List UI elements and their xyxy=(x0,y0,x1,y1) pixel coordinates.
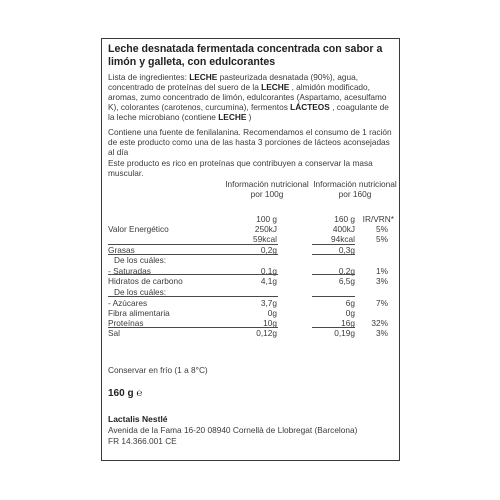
nutrient-ir-percent: 5% xyxy=(376,234,388,244)
nutrient-value-100g: 0,1g xyxy=(260,266,277,276)
table-divider xyxy=(108,274,278,275)
nutrient-value-160g: 6g xyxy=(345,298,355,308)
nutrient-label: Hidratos de carbono xyxy=(108,276,183,286)
nutrient-value-160g: 400kJ xyxy=(332,224,355,234)
nutrient-label: Valor Energético xyxy=(108,224,169,234)
allergen-text: LECHE xyxy=(261,82,290,92)
nutrient-ir-percent: 32% xyxy=(371,318,388,328)
nutrient-label: - Azúcares xyxy=(108,298,148,308)
nutrient-value-100g: 250kJ xyxy=(254,224,277,234)
nutrient-ir-percent: 5% xyxy=(376,224,388,234)
nutrient-ir-percent: 7% xyxy=(376,298,388,308)
nutrient-label: Grasas xyxy=(108,245,135,255)
nutrient-value-160g: 0,19g xyxy=(334,328,355,338)
nutrient-value-100g: 59kcal xyxy=(253,234,277,244)
allergen-text: LÁCTEOS xyxy=(290,102,330,112)
nutrient-value-160g: 0g xyxy=(345,308,355,318)
product-title: Leche desnatada fermentada concentrada con sabor a limón y galleta, con edulcorantes xyxy=(108,43,383,68)
nutrient-label: De los cuáles: xyxy=(114,287,167,297)
table-divider xyxy=(312,244,355,245)
table-divider xyxy=(312,254,355,255)
ingredients-text: Lista de ingredientes: xyxy=(108,72,190,82)
nutrient-ir-percent: 3% xyxy=(376,276,388,286)
nutrient-value-100g: 3,7g xyxy=(260,298,277,308)
table-divider xyxy=(108,254,278,255)
allergen-text: LECHE xyxy=(189,72,218,82)
table-divider xyxy=(108,296,278,297)
table-divider xyxy=(312,274,355,275)
nutrient-value-160g: 0,2g xyxy=(338,266,355,276)
nutrient-value-100g: 10g xyxy=(263,318,277,328)
net-weight xyxy=(108,388,142,399)
ingredients-list xyxy=(108,72,396,122)
net-weight-value: 160 g xyxy=(108,388,134,399)
nutrient-value-100g: 0,2g xyxy=(260,245,277,255)
nutrient-value-100g: 4,1g xyxy=(260,276,277,286)
column-label-ir: IR/VRN* xyxy=(362,214,394,224)
nutrient-label: Fibra alimentaria xyxy=(108,308,170,318)
nutrient-value-100g: 0,12g xyxy=(256,328,277,338)
nutrient-label: Sal xyxy=(108,328,120,338)
allergen-text: LECHE xyxy=(218,112,247,122)
ingredients-text: , coagulante de la leche microbiano (contiene xyxy=(108,102,389,122)
nutrient-value-160g: 6,5g xyxy=(338,276,355,286)
nutrition-header-160g: Información nutricional por 160g xyxy=(313,179,397,199)
ingredients-text: ) xyxy=(246,112,252,122)
nutrient-label: De los cuáles: xyxy=(114,255,167,265)
column-label-100g: 100 g xyxy=(256,214,277,224)
nutrient-value-160g: 16g xyxy=(341,318,355,328)
company-name: Lactalis Nestlé xyxy=(108,414,168,424)
table-divider xyxy=(312,296,355,297)
nutrition-header-100g: Información nutricional por 100g xyxy=(225,179,309,199)
ingredients-text: pasteurizada desnatada (90%), agua, concentrado de proteínas del suero de la xyxy=(108,72,358,92)
storage-instructions: Conservar en frío (1 a 8°C) xyxy=(108,365,208,375)
nutrient-label: Proteínas xyxy=(108,318,144,328)
nutrient-value-100g: 0g xyxy=(267,308,277,318)
nutrient-ir-percent: 3% xyxy=(376,328,388,338)
phenylalanine-note: Contiene una fuente de fenilalanina. Recomendamos el consumo de 1 ración de este producto como una de las hasta 3 porciones de lácteos aconsejadas al día xyxy=(108,127,392,157)
company-address: Avenida de la Fama 16-20 08940 Cornellà de Llobregat (Barcelona) xyxy=(108,425,358,435)
protein-claim: Este producto es rico en proteínas que contribuyen a conservar la masa muscular. xyxy=(108,158,373,178)
table-divider xyxy=(108,244,278,245)
table-divider xyxy=(312,327,355,328)
nutrient-label: - Saturadas xyxy=(108,266,151,276)
company-registration: FR 14.366.001 CE xyxy=(108,436,177,446)
estimated-sign: ℮ xyxy=(136,388,143,399)
column-label-160g: 160 g xyxy=(334,214,355,224)
nutrient-value-160g: 0,3g xyxy=(338,245,355,255)
ingredients-text: , almidón modificado, aromas, zumo concentrado de limón, edulcorantes (Aspartamo, acesulfamo K), colorantes (carotenos, curcumina), fermentos xyxy=(108,82,387,112)
nutrition-label xyxy=(101,38,400,461)
table-divider xyxy=(108,327,278,328)
nutrient-value-160g: 94kcal xyxy=(331,234,355,244)
nutrient-ir-percent: 1% xyxy=(376,266,388,276)
